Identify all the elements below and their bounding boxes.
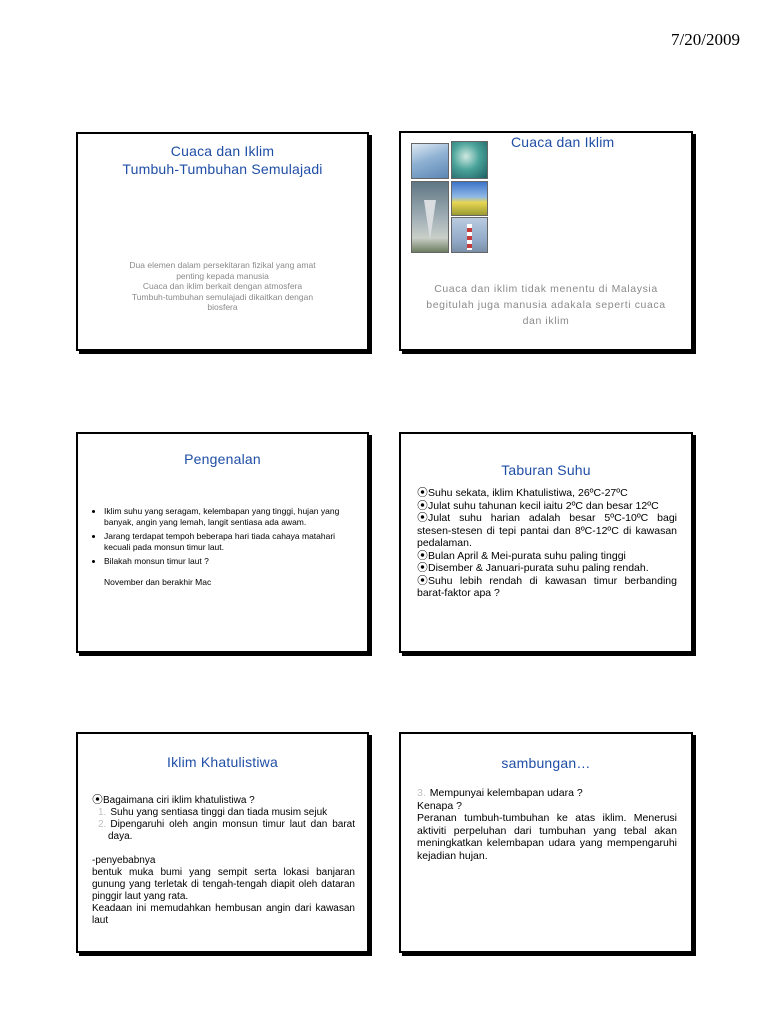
slide-2-line: dan iklim <box>522 315 570 327</box>
page-date: 7/20/2009 <box>671 30 740 49</box>
slide-6-item: 3. Mempunyai kelembapan udara ? <box>417 787 583 799</box>
bullet-icon: ⦿ <box>417 549 428 562</box>
slide-3-bullet: • Bilakah monsun timur laut ? <box>104 556 353 567</box>
slide-2-title: Cuaca dan Iklim <box>511 134 615 150</box>
bullet-icon: ⦿ <box>417 512 428 524</box>
slide-1-line: biosfera <box>207 302 238 312</box>
slide-4-item: ⦿Suhu lebih rendah di kawasan timur berbanding barat-faktor apa ? <box>417 574 677 599</box>
slide-1-body <box>96 260 349 313</box>
slide-4-title: Taburan Suhu <box>501 462 591 478</box>
slide-1-line: Tumbuh-tumbuhan semulajadi dikaitkan dengan <box>131 291 314 302</box>
slide-4-item: ⦿Disember & Januari-purata suhu paling rendah. <box>417 562 649 574</box>
slide-1-line: Cuaca dan iklim berkait dengan atmosfera <box>142 281 303 291</box>
slide-4 <box>399 432 693 653</box>
slide-5-cause-label: -penyebabnya <box>92 855 156 866</box>
ocean-wave-photo <box>451 141 488 179</box>
slide-5-numbered-item: 1. Suhu yang sentiasa tinggi dan tiada musim sejuk <box>98 807 328 818</box>
slide-6-question: Kenapa ? <box>417 799 462 812</box>
slide-5 <box>76 732 369 953</box>
slide-3 <box>76 432 369 653</box>
bullet-icon: ⦿ <box>417 574 428 587</box>
slide-3-bullet: • Iklim suhu yang seragam, kelembapan yang tinggi, hujan yang banyak, angin yang lemah, langit sentiasa ada awam. <box>104 506 353 527</box>
slide-5-title: Iklim Khatulistiwa <box>167 754 278 770</box>
lighthouse-photo <box>451 217 488 253</box>
field-landscape-photo <box>451 181 488 216</box>
slide-1 <box>76 132 369 351</box>
slide-1-title-line-1: Cuaca dan Iklim <box>170 143 275 159</box>
slide-3-bullet: • Jarang terdapat tempoh beberapa hari tiada cahaya matahari kecuali pada monsun timur laut. <box>104 531 353 552</box>
slide-4-item: ⦿Julat suhu tahunan kecil iaitu 2ºC dan besar 12ºC <box>417 499 659 512</box>
bullet-icon: ⦿ <box>417 562 428 574</box>
slide-6 <box>399 732 693 953</box>
slide-1-line: penting kepada manusia <box>176 270 269 281</box>
slide-2 <box>399 131 693 351</box>
slide-4-item: ⦿Julat suhu harian adalah besar 5ºC-10ºC bagi stesen-stesen di tepi pantai dan 8ºC-12ºC di kawasan pedalaman. <box>417 512 677 549</box>
slide-4-body <box>417 487 677 600</box>
slide-4-item: ⦿Bulan April & Mei-purata suhu paling tinggi <box>417 549 626 562</box>
slide-2-line: begitulah juga manusia adakala seperti cuaca <box>426 299 666 311</box>
slide-3-body <box>90 506 353 587</box>
slide-3-answer: November dan berakhir Mac <box>104 576 212 587</box>
slide-6-paragraph: Peranan tumbuh-tumbuhan ke atas iklim. Menerusi aktiviti perpeluhan dari tumbuhan yang tebal akan meningkatkan kelembapan udara yang mempengaruhi kejadian hujan. <box>417 812 677 862</box>
slide-1-title-line-2: Tumbuh-Tumbuhan Semulajadi <box>122 161 323 177</box>
slide-5-numbered-item: 2. Dipengaruhi oleh angin monsun timur laut dan barat daya. <box>98 819 355 842</box>
slide-4-item: ⦿Suhu sekata, iklim Khatulistiwa, 26ºC-27ºC <box>417 487 628 499</box>
tornado-photo <box>411 181 449 253</box>
bullet-icon: ⦿ <box>92 794 103 806</box>
slide-6-title: sambungan… <box>501 755 591 771</box>
slide-3-title: Pengenalan <box>184 451 261 467</box>
slide-5-body <box>92 794 355 927</box>
slide-2-line: Cuaca dan iklim tidak menentu di Malaysia <box>434 283 658 295</box>
slide-1-line: Dua elemen dalam persekitaran fizikal yang amat <box>129 260 316 270</box>
slide-2-body <box>413 281 679 329</box>
bullet-icon: ⦿ <box>417 487 428 499</box>
slide-1-title <box>78 142 367 178</box>
slide-5-paragraph: Keadaan ini memudahkan hembusan angin dari kawasan laut <box>92 903 355 926</box>
slide-5-question: ⦿Bagaimana ciri iklim khatulistiwa ? <box>92 794 255 806</box>
sky-clouds-photo <box>411 143 449 179</box>
slide-3-bullet-list <box>90 506 353 567</box>
bullet-icon: ⦿ <box>417 499 428 512</box>
slide-5-paragraph: bentuk muka bumi yang sempit serta lokasi banjaran gunung yang terletak di tengah-tengah diapit oleh dataran pinggir laut yang rata. <box>92 867 355 902</box>
slide-6-body <box>417 787 677 862</box>
